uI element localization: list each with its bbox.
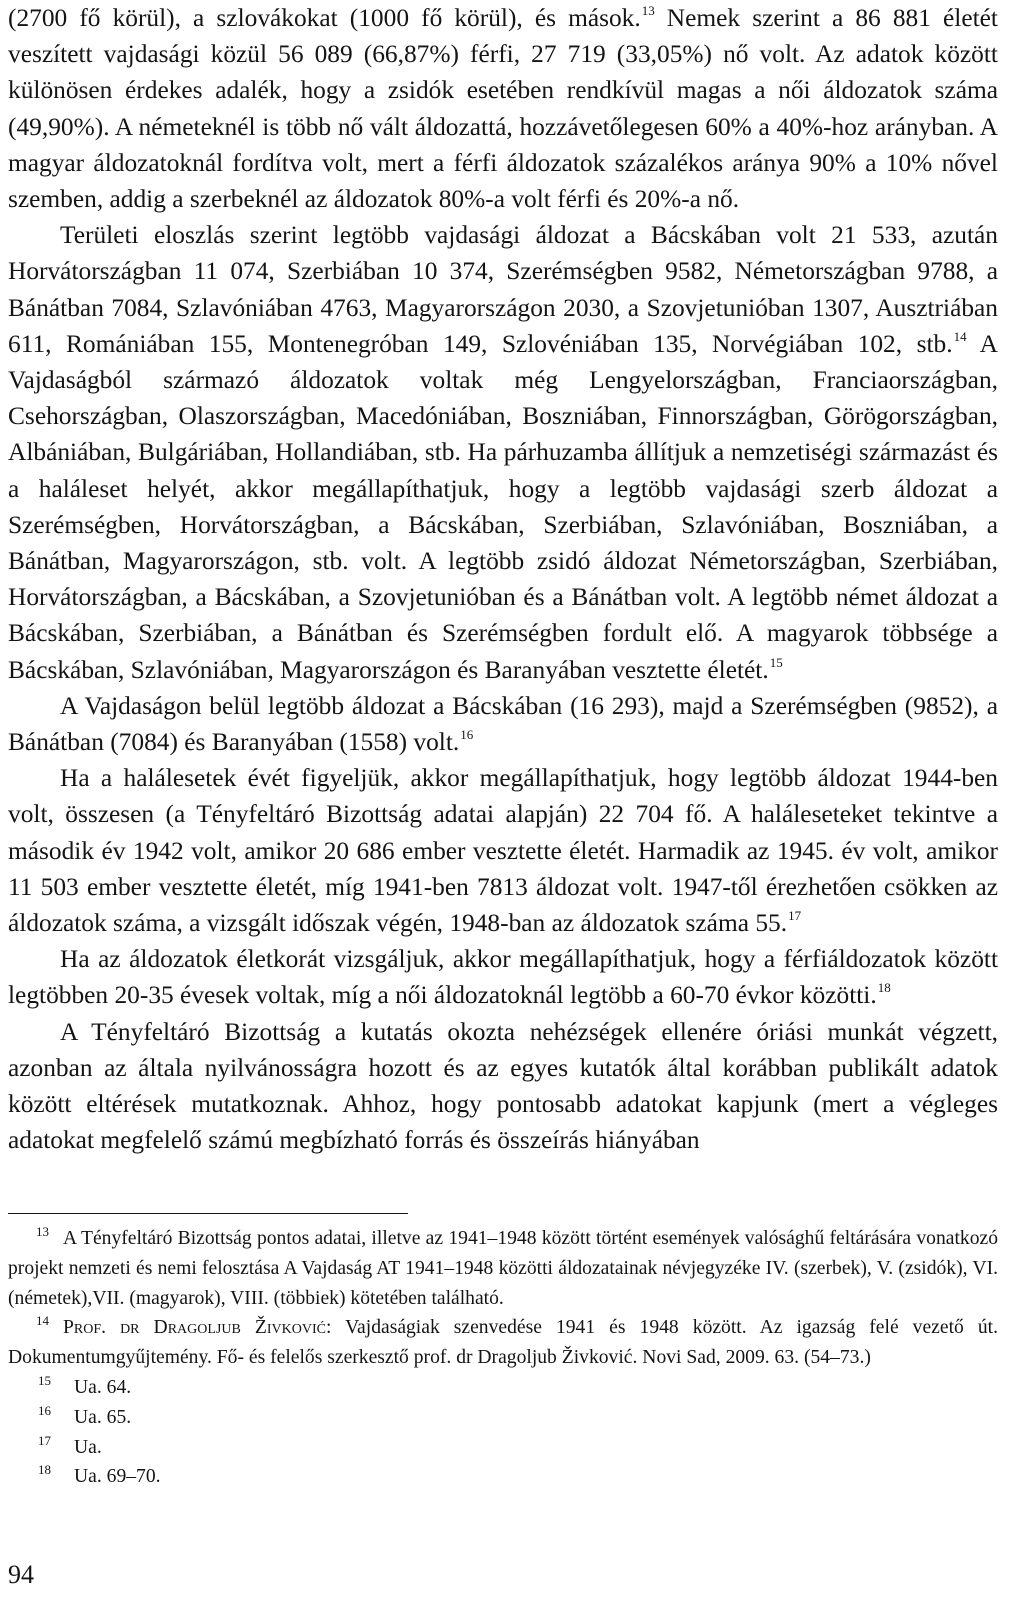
footnotes: [8, 1224, 998, 1492]
paragraph-4: [8, 760, 998, 941]
footnote-ref-17[interactable]: 17: [788, 908, 802, 924]
paragraph-text: A Vajdaságból származó áldozatok voltak még Lengyelországban, Franciaországban, Csehországban, Olaszországban, Macedóniában, Boszniában, Finnországban, Görögországban, Albániában, Bulgáriában, Hollandiában, stb. Ha párhuzamba állítjuk a nemzetiségi származást és a haláleset helyét, akkor megállapíthatjuk, hogy a legtöbb vajdasági szerb áldozat a Szerémségben, Horvátországban, a Bácskában, Szerbiában, Szlavóniában, Boszniában, a Bánátban, Magyarországon, stb. volt. A legtöbb zsidó áldozat Németországban, Szerbiában, Horvátországban, a Bácskában, a Szovjetunióban és a Bánátban volt. A legtöbb német áldozat a Bácskában, Szerbiában, a Bánátban és Szerémségben fordult elő. A magyarok többsége a Bácskában, Szlavóniában, Magyarországon és Baranyában vesztette életét.: [8, 329, 998, 684]
paragraph-text: Területi eloszlás szerint legtöbb vajdasági áldozat a Bácskában volt 21 533, azután Horvátországban 11 074, Szerbiában 10 374, Szerémségben 9582, Németországban 9788, a Bánátban 7084, Szlavóniában 4763, Magyarországon 2030, a Szovjetunióban 1307, Ausztriában 611, Romániában 155, Montenegróban 149, Szlovéniában 135, Norvégiában 102, stb.: [8, 221, 998, 358]
document-page: [8, 0, 998, 1604]
footnote-15: 15 Ua. 64.: [38, 1372, 132, 1398]
paragraph-text: (2700 fő körül), a szlovákokat (1000 fő körül), és mások.: [8, 4, 641, 32]
footnote-13: [8, 1224, 998, 1313]
paragraph-1: [8, 0, 998, 217]
footnote-text: Ua. 65.: [74, 1406, 132, 1428]
footnote-16: 16 Ua. 65.: [38, 1402, 132, 1428]
footnote-text: Vajdaságiak szenvedése 1941 és 1948 között. Az igazság felé vezető út. Dokumentumgyűjtemény. Fő- és felelős szerkesztő prof. dr Dragoljub Živković. Novi Sad, 2009. 63. (54–73.): [8, 1317, 998, 1369]
footnote-18: 18 Ua. 69–70.: [38, 1462, 161, 1488]
footnote-text: Ua. 69–70.: [74, 1466, 161, 1488]
footnote-separator: [8, 1213, 408, 1214]
main-text: [8, 0, 998, 1159]
paragraph-6: [8, 1014, 998, 1159]
paragraph-text: Ha a halálesetek évét figyeljük, akkor megállapíthatjuk, hogy legtöbb áldozat 1944-ben volt, összesen (a Tényfeltáró Bizottság adatai alapján) 22 704 fő. A haláleseteket tekintve a második év 1942 volt, amikor 20 686 ember vesztette életét. Harmadik az 1945. év volt, amikor 11 503 ember vesztette életét, míg 1941-ben 7813 áldozat volt. 1947-től érezhetően csökken az áldozatok száma, a vizsgált időszak végén, 1948-ban az áldozatok száma 55.: [8, 764, 998, 938]
footnote-ref-18[interactable]: 18: [877, 980, 891, 996]
footnote-ref-13[interactable]: 13: [641, 3, 655, 18]
footnote-number: 13: [36, 1224, 49, 1239]
footnote-text: A Tényfeltáró Bizottság pontos adatai, illetve az 1941–1948 között történt események valósághű feltárására vonatkozó projekt nemzeti és nemi felosztása A Vajdaság AT 1941–1948 közötti áldozatainak névjegyzéke IV. (szerbek), V. (zsidók), VI. (németek),VII. (magyarok), VIII. (többiek) kötetében található.: [8, 1228, 998, 1309]
footnote-ref-16[interactable]: 16: [460, 727, 474, 743]
paragraph-2: [8, 217, 998, 688]
paragraph-5: [8, 941, 998, 1013]
footnote-text: Ua.: [74, 1436, 102, 1458]
footnote-number: 14: [36, 1313, 49, 1329]
footnote-text: Ua. 64.: [74, 1376, 132, 1398]
page-number: 94: [8, 1560, 34, 1589]
paragraph-text: Nemek szerint a 86 881 életét veszített vajdasági közül 56 089 (66,87%) férfi, 27 719 (33,05%) nő volt. Az adatok között különösen érdekes adalék, hogy a zsidók esetében rendkívül magas a női áldozatok száma (49,90%). A németeknél is több nő vált áldozattá, hozzávetőlegesen 60% a 40%-hoz arányban. A magyar áldozatoknál fordítva volt, mert a férfi áldozatok százalékos aránya 90% a 10% nővel szemben, addig a szerbeknél az áldozatok 80%-a volt férfi és 20%-a nő.: [8, 4, 998, 214]
footnote-17: 17 Ua.: [38, 1432, 102, 1458]
footnote-author: Prof. dr Dragoljub Živković:: [63, 1317, 332, 1339]
footnote-ref-15[interactable]: 15: [769, 654, 783, 670]
paragraph-text: Ha az áldozatok életkorát vizsgáljuk, akkor megállapíthatjuk, hogy a férfiáldozatok között legtöbben 20-35 évesek voltak, míg a női áldozatoknál legtöbb a 60-70 évkor közötti.: [8, 945, 998, 1010]
footnote-14: [8, 1313, 998, 1373]
paragraph-3: [8, 688, 998, 760]
footnote-ref-14[interactable]: 14: [953, 328, 967, 344]
paragraph-text: A Vajdaságon belül legtöbb áldozat a Bácskában (16 293), majd a Szerémségben (9852), a Bánátban (7084) és Baranyában (1558) volt.: [8, 691, 998, 757]
paragraph-text: A Tényfeltáró Bizottság a kutatás okozta nehézségek ellenére óriási munkát végzett, azonban az általa nyilvánosságra hozott és az egyes kutatók által korábban publikált adatok között eltérések mutatkoznak. Ahhoz, hogy pontosabb adatokat kapjunk (mert a végleges adatokat megfelelő számú megbízható forrás és összeírás hiányában: [8, 1017, 998, 1155]
